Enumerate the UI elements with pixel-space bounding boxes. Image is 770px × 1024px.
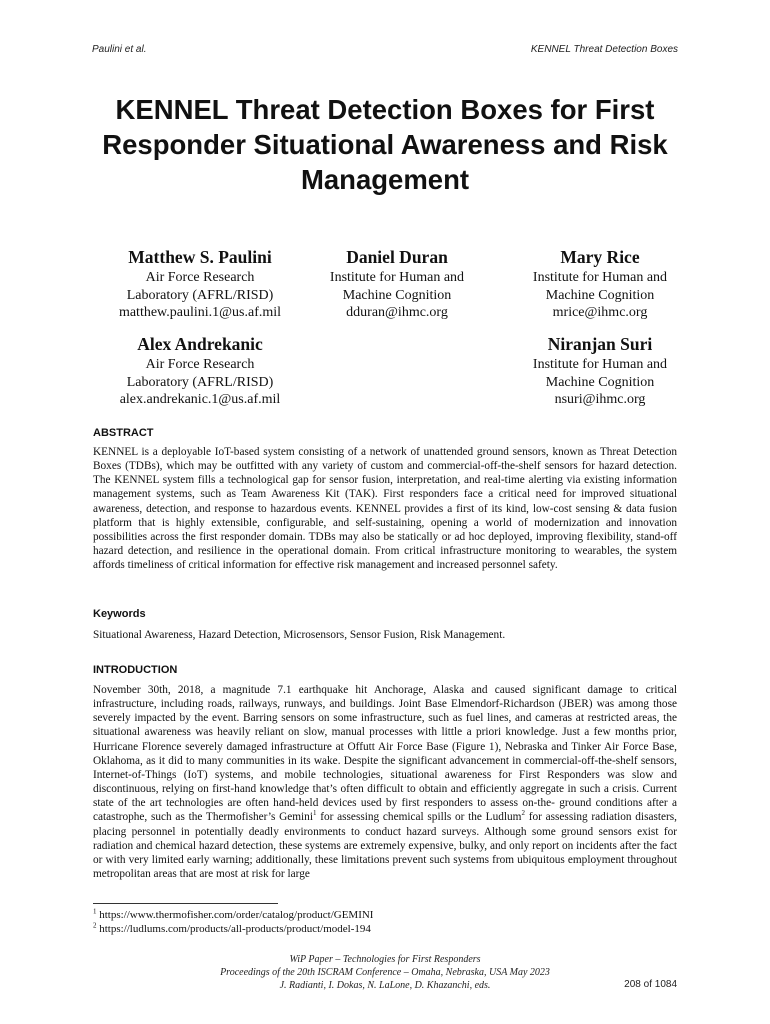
intro-text-part: for assessing chemical spills or the Ludlum bbox=[316, 811, 522, 824]
footnote-url[interactable]: https://ludlums.com/products/all-products/product/model-194 bbox=[96, 923, 371, 935]
author-block bbox=[287, 247, 507, 322]
footnote bbox=[93, 909, 373, 922]
running-head-title: KENNEL Threat Detection Boxes bbox=[530, 44, 678, 55]
author-block bbox=[90, 247, 310, 322]
footnote-url[interactable]: https://www.thermofisher.com/order/catalog/product/GEMINI bbox=[96, 909, 374, 921]
paper-title: KENNEL Threat Detection Boxes for First Responder Situational Awareness and Risk Management bbox=[102, 94, 668, 195]
author-block bbox=[490, 247, 710, 322]
author-block bbox=[490, 334, 710, 409]
author-affiliation: Machine Cognition bbox=[342, 287, 452, 303]
author-email[interactable]: dduran@ihmc.org bbox=[346, 305, 448, 320]
author-email[interactable]: matthew.paulini.1@us.af.mil bbox=[118, 305, 282, 320]
abstract-text: KENNEL is a deployable IoT-based system consisting of a network of unattended ground sensors, known as Threat Detection Boxes (TDBs), which may be outfitted with any variety of custom and commercial-off-the-shelf sensors for hazard detection. The KENNEL system fills a technological gap for sensor fusion, interpretation, and real-time alerting via existing information management systems, such as Team Awareness Kit (TAK). First responders face a critical need for improved situational awareness, detection, and response to hazardous events. KENNEL provides a first of its kind, low-cost sensing & data fusion platform that is highly extensible, configurable, and self-sustaining, opening a world of modernization and innovation possibilities across the first responder domain. TDBs may also be statically or ad hoc deployed, improving flexibility, stand-off hazard detection, and resilience in the operational domain. From critical infrastructure monitoring to wearables, the system affords timeliness of critical information for effective risk management and increased personnel safety. bbox=[93, 446, 677, 572]
author-affiliation: Institute for Human and bbox=[329, 270, 465, 285]
author-affiliation: Institute for Human and bbox=[532, 357, 668, 372]
page-number: 208 of 1084 bbox=[624, 979, 677, 990]
author-affiliation: Laboratory (AFRL/RISD) bbox=[126, 287, 274, 303]
author-affiliation: Machine Cognition bbox=[545, 287, 655, 303]
author-affiliation: Machine Cognition bbox=[545, 374, 655, 390]
author-affiliation: Air Force Research bbox=[145, 357, 255, 372]
author-email[interactable]: nsuri@ihmc.org bbox=[554, 392, 646, 407]
footnote bbox=[93, 923, 371, 936]
footnote-marker[interactable]: 2 bbox=[521, 809, 525, 818]
keywords-text: Situational Awareness, Hazard Detection, Microsensors, Sensor Fusion, Risk Management. bbox=[93, 629, 506, 641]
footnote-marker[interactable]: 1 bbox=[312, 809, 317, 818]
author-name: Mary Rice bbox=[560, 247, 640, 267]
footer-proceedings: Proceedings of the 20th ISCRAM Conference – Omaha, Nebraska, USA May 2023 bbox=[220, 967, 550, 978]
introduction-heading: INTRODUCTION bbox=[93, 664, 178, 676]
footnote-divider bbox=[93, 903, 278, 904]
page-footer bbox=[140, 953, 630, 992]
author-name: Niranjan Suri bbox=[547, 334, 653, 354]
author-email[interactable]: alex.andrekanic.1@us.af.mil bbox=[119, 392, 281, 407]
author-name: Daniel Duran bbox=[346, 247, 448, 267]
author-affiliation: Air Force Research bbox=[145, 270, 255, 285]
keywords-heading: Keywords bbox=[93, 608, 146, 620]
footer-editors: J. Radianti, I. Dokas, N. LaLone, D. Khazanchi, eds. bbox=[279, 980, 491, 991]
abstract-heading: ABSTRACT bbox=[93, 427, 154, 439]
footer-paper-type: WiP Paper – Technologies for First Responders bbox=[289, 954, 481, 965]
running-head-authors: Paulini et al. bbox=[92, 44, 147, 55]
author-email[interactable]: mrice@ihmc.org bbox=[552, 305, 648, 320]
introduction-text bbox=[93, 683, 677, 881]
author-name: Alex Andrekanic bbox=[137, 334, 263, 354]
intro-text-part: for assessing radiation disasters, placing personnel in potentially deadly environments to conduct hazard surveys. Although some ground sensors exist for radiation and chemical hazard detection, these systems are extremely expensive, bulky, and only report on incidents after the fact or with very limited early warning; additionally, these limitations prevent such systems from ubiquitous employment throughout metropolitan areas that are most at risk for large bbox=[93, 811, 678, 881]
author-affiliation: Institute for Human and bbox=[532, 270, 668, 285]
author-block bbox=[90, 334, 310, 409]
intro-text-part: November 30th, 2018, a magnitude 7.1 earthquake hit Anchorage, Alaska and caused significant damage to critical infrastructure, including roads, railways, runways, and buildings. Joint Base Elmendorf-Richardson (JBER) was among those severely impacted by the event. Barring sensors on some infrastructure, such as fuel lines, and cameras at restricted areas, the situational awareness was heavily reliant on slow, manual processes with little a priori knowledge. Just a few months prior, Hurricane Florence severely damaged infrastructure at Offutt Air Force Base (Figure 1), Nebraska and Tinker Air Force Base, Oklahoma, as it did to many communities in its wake. Despite the significant advancement in commercial-off-the-shelf sensors, Internet-of-Things (IoT) systems, and mobile technologies, situational awareness for First Responders was slow and discontinuous, relying on first-hand knowledge that’s often difficult to obtain and efficiently aggregate in such a crisis. Current state of the art technologies are often hand-held devices used by first responders to assess on-the- ground conditions after a catastrophe, such as the Thermofisher’s Gemini bbox=[93, 684, 677, 824]
footnote-number: 1 bbox=[93, 907, 97, 916]
footnote-number: 2 bbox=[93, 921, 97, 930]
author-affiliation: Laboratory (AFRL/RISD) bbox=[126, 374, 274, 390]
author-name: Matthew S. Paulini bbox=[128, 247, 272, 267]
